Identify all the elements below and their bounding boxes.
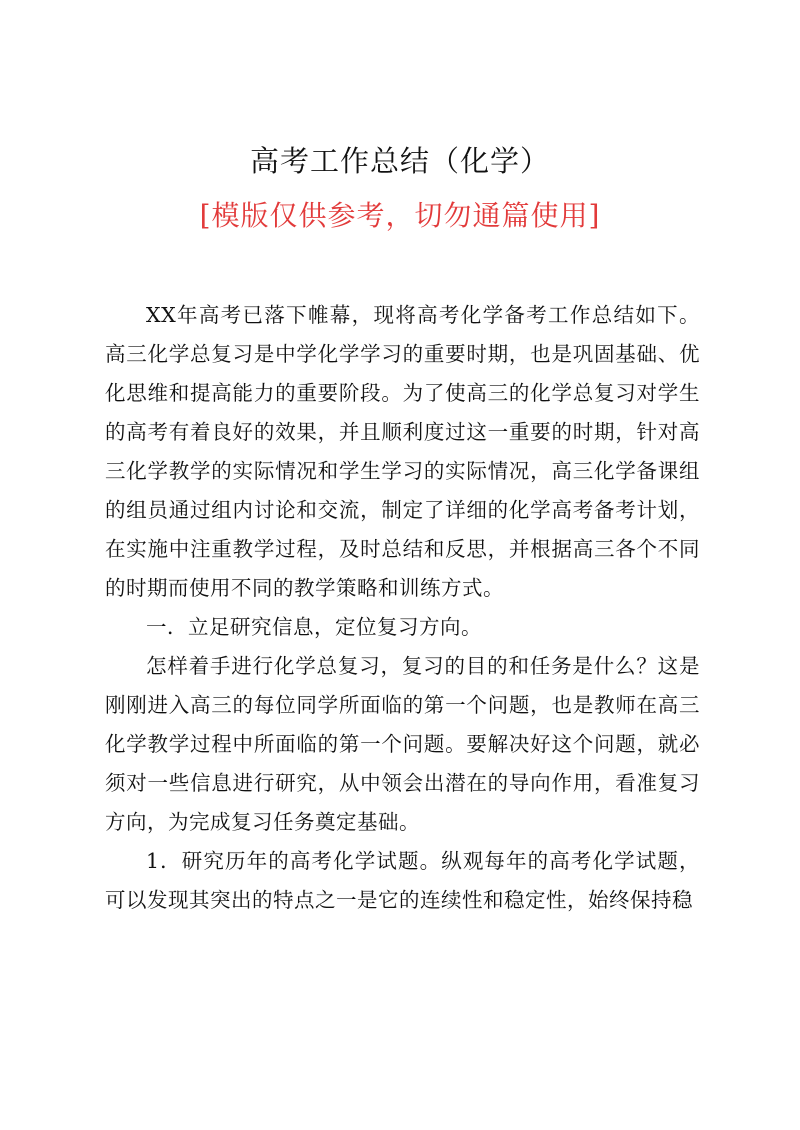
section-heading-1: 一．立足研究信息，定位复习方向。 [146,615,482,639]
paragraph-item-1: 1．研究历年的高考化学试题。纵观每年的高考化学试题，可以发现其突出的特点之一是它的连续性和稳定性，始终保持稳 [105,849,700,912]
document-body [105,296,700,920]
paragraph-intro: XX年高考已落下帷幕，现将高考化学备考工作总结如下。高三化学总复习是中学化学学习的重要时期，也是巩固基础、优化思维和提高能力的重要阶段。为了使高三的化学总复习对学生的高考有着良好的效果，并且顺利度过这一重要的时期，针对高三化学教学的实际情况和学生学习的实际情况，高三化学备课组的组员通过组内讨论和交流，制定了详细的化学高考备考计划，在实施中注重教学过程，及时总结和反思，并根据高三各个不同的时期而使用不同的教学策略和训练方式。 [105,303,700,600]
paragraph-section-1: 怎样着手进行化学总复习，复习的目的和任务是什么？这是刚刚进入高三的每位同学所面临的第一个问题，也是教师在高三化学教学过程中所面临的第一个问题。要解决好这个问题，就必须对一些信息进行研究，从中领会出潜在的导向作用，看准复习方向，为完成复习任务奠定基础。 [105,654,700,834]
template-notice: [模版仅供参考，切勿通篇使用] [199,199,601,232]
document-title: 高考工作总结（化学） [249,144,550,178]
